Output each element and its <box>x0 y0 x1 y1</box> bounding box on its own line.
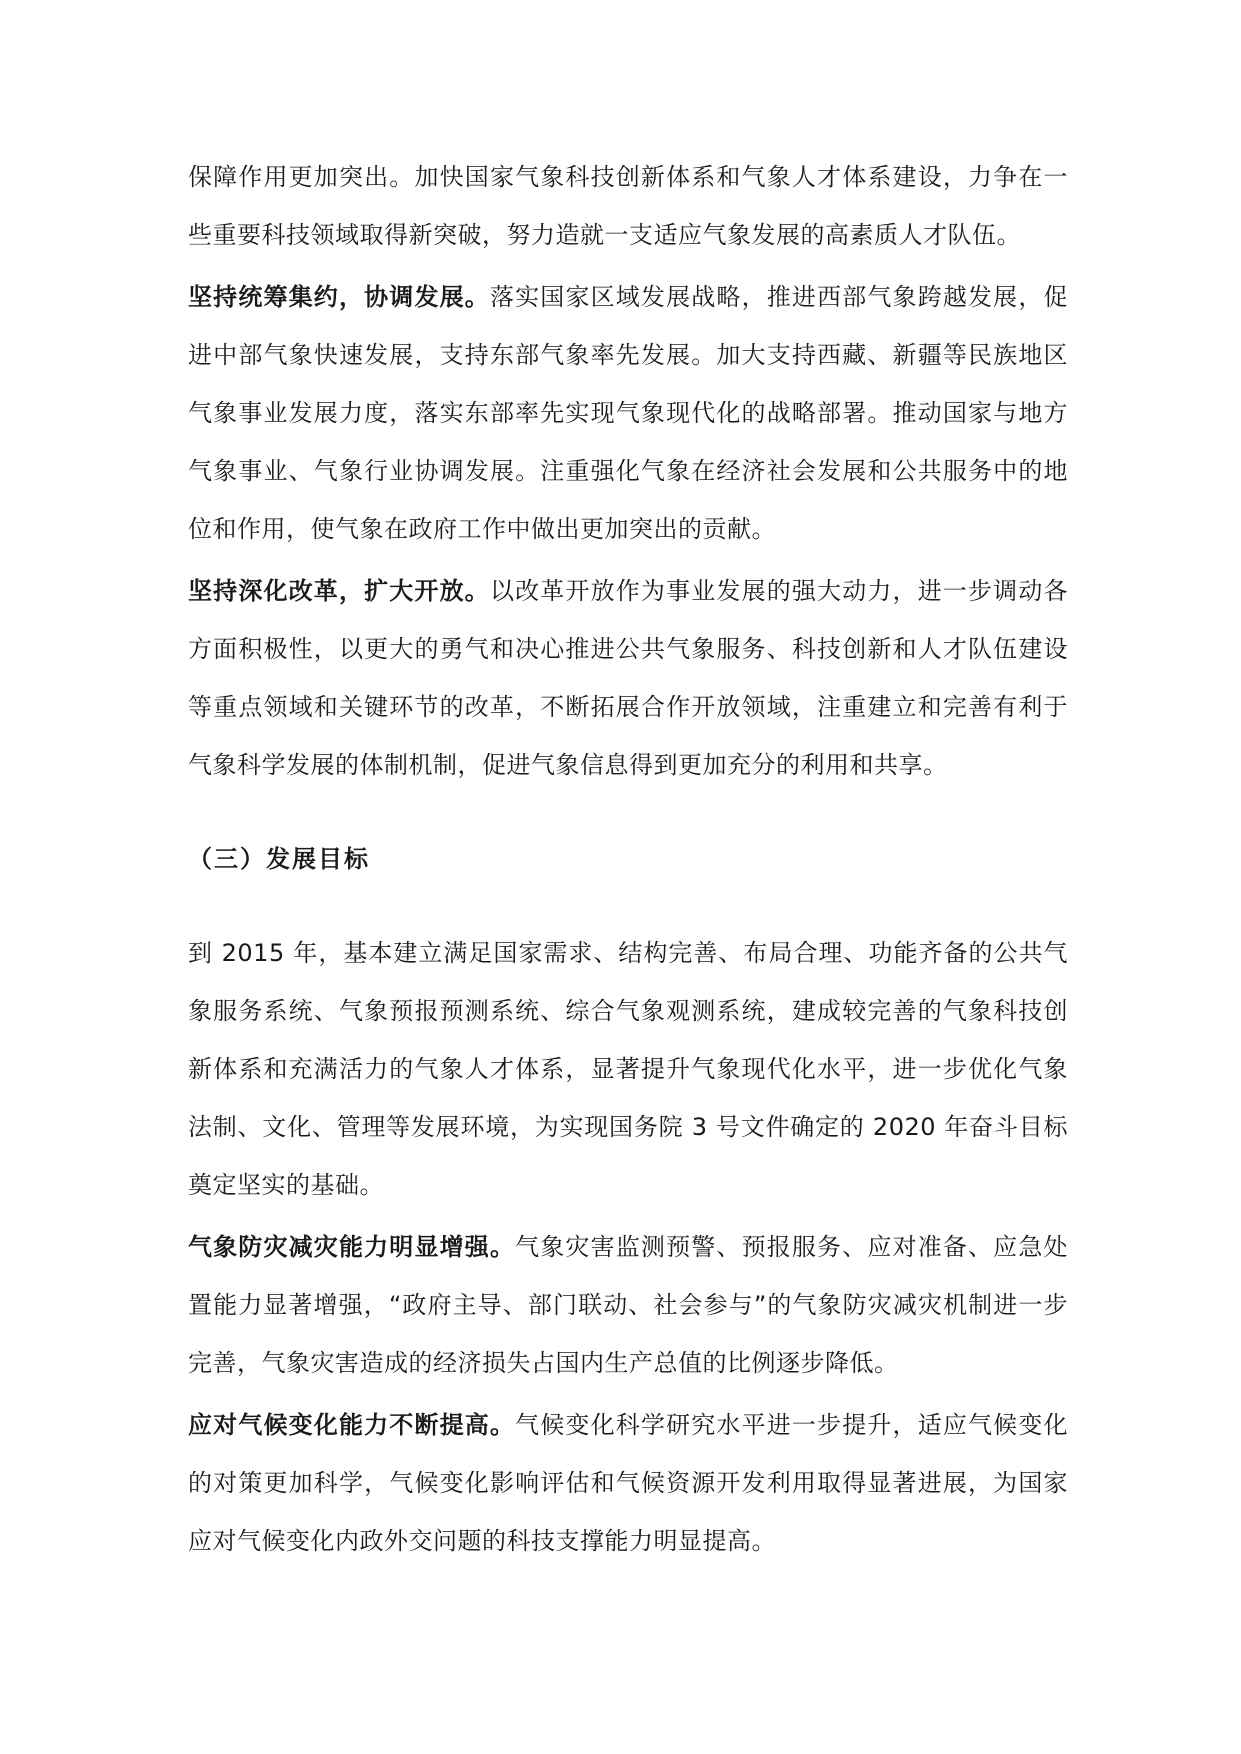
section-heading: （三）发展目标 <box>188 845 370 873</box>
paragraph-reform-opening <box>188 562 1068 794</box>
paragraph-coordinated-development <box>188 268 1068 558</box>
paragraph-text: 气候变化科学研究水平进一步提升，适应气候变化的对策更加科学，气候变化影响评估和气候资源开发利用取得显著进展，为国家应对气候变化内政外交问题的科技支撑能力明显提高。 <box>188 1411 1069 1555</box>
paragraph-text: 保障作用更加突出。加快国家气象科技创新体系和气象人才体系建设，力争在一些重要科技领域取得新突破，努力造就一支适应气象发展的高素质人才队伍。 <box>188 163 1068 249</box>
paragraph-lead: 坚持深化改革，扩大开放。 <box>188 577 490 605</box>
paragraph-talent-system <box>188 148 1068 264</box>
paragraph-text: 以改革开放作为事业发展的强大动力，进一步调动各方面积极性，以更大的勇气和决心推进公共气象服务、科技创新和人才队伍建设等重点领域和关键环节的改革，不断拓展合作开放领域，注重建立和完善有利于气象科学发展的体制机制，促进气象信息得到更加充分的利用和共享。 <box>188 577 1069 779</box>
paragraph-lead: 应对气候变化能力不断提高。 <box>188 1411 516 1439</box>
paragraph-climate-change <box>188 1396 1068 1570</box>
paragraph-lead: 气象防灾减灾能力明显增强。 <box>188 1233 516 1261</box>
paragraph-lead: 坚持统筹集约，协调发展。 <box>188 283 490 311</box>
paragraph-text: 到 2015 年，基本建立满足国家需求、结构完善、布局合理、功能齐备的公共气象服务系统、气象预报预测系统、综合气象观测系统，建成较完善的气象科技创新体系和充满活力的气象人才体系，显著提升气象现代化水平，进一步优化气象法制、文化、管理等发展环境，为实现国务院 3 号文件确定的 2020 年奋斗目标奠定坚实的基础。 <box>188 939 1068 1199</box>
paragraph-2015-goal <box>188 924 1068 1214</box>
paragraph-text: 气象灾害监测预警、预报服务、应对准备、应急处置能力显著增强，“政府主导、部门联动、社会参与”的气象防灾减灾机制进一步完善，气象灾害造成的经济损失占国内生产总值的比例逐步降低。 <box>188 1233 1069 1377</box>
paragraph-disaster-prevention <box>188 1218 1068 1392</box>
paragraph-text: 落实国家区域发展战略，推进西部气象跨越发展，促进中部气象快速发展，支持东部气象率先发展。加大支持西藏、新疆等民族地区气象事业发展力度，落实东部率先实现气象现代化的战略部署。推动国家与地方气象事业、气象行业协调发展。注重强化气象在经济社会发展和公共服务中的地位和作用，使气象在政府工作中做出更加突出的贡献。 <box>188 283 1069 543</box>
document-page <box>188 148 1068 1570</box>
